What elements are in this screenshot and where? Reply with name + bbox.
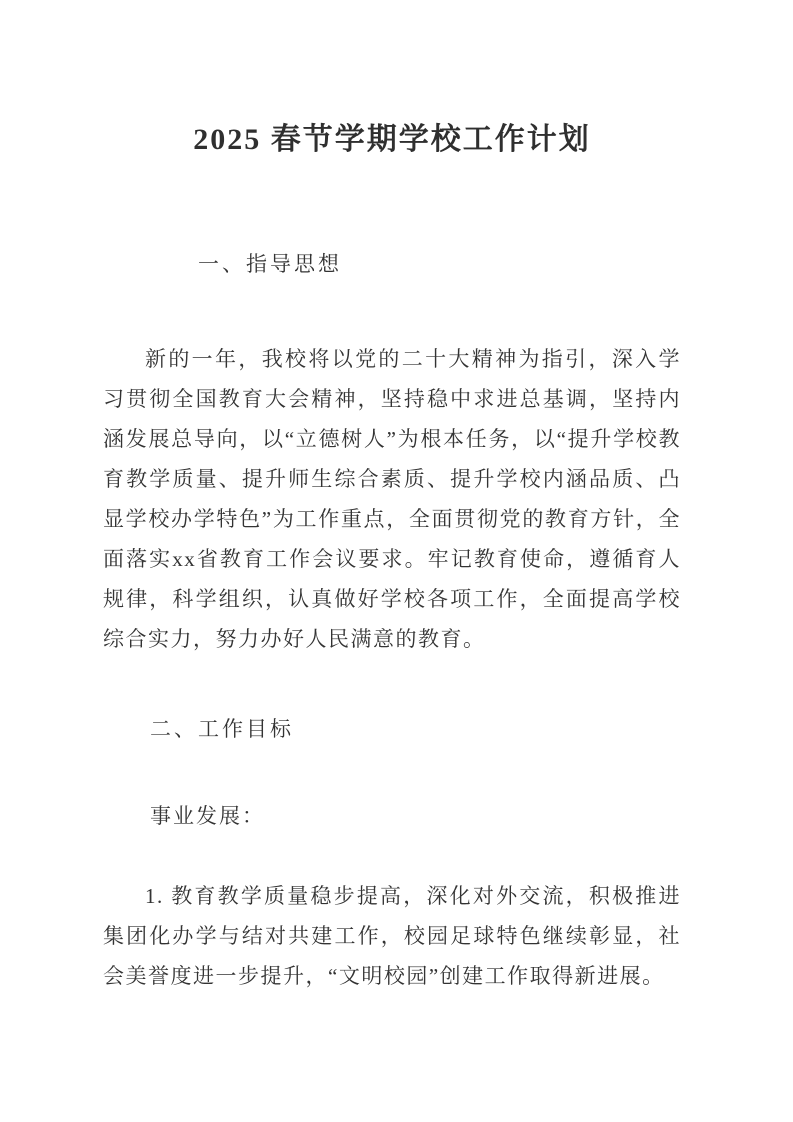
section-2-heading: 二、工作目标 — [150, 717, 294, 741]
business-development-label: 事业发展： — [150, 804, 265, 828]
section-1-paragraph: 新的一年，我校将以党的二十大精神为指引，深入学习贯彻全国教育大会精神，坚持稳中求进总基调，坚持内涵发展总导向，以“立德树人”为根本任务，以“提升学校教育教学质量、提升师生综合素质、提升学校内涵品质、凸显学校办学特色”为工作重点，全面贯彻党的教育方针，全面落实xx省教育工作会议要求。牢记教育使命，遵循育人规律，科学组织，认真做好学校各项工作，全面提高学校综合实力，努力办好人民满意的教育。 — [103, 347, 681, 651]
section-1-heading: 一、指导思想 — [198, 252, 342, 276]
document-title: 2025 春节学期学校工作计划 — [193, 123, 591, 156]
section-2-paragraph: 1. 教育教学质量稳步提高，深化对外交流，积极推进集团化办学与结对共建工作，校园足球特色继续彰显，社会美誉度进一步提升，“文明校园”创建工作取得新进展。 — [103, 884, 681, 988]
